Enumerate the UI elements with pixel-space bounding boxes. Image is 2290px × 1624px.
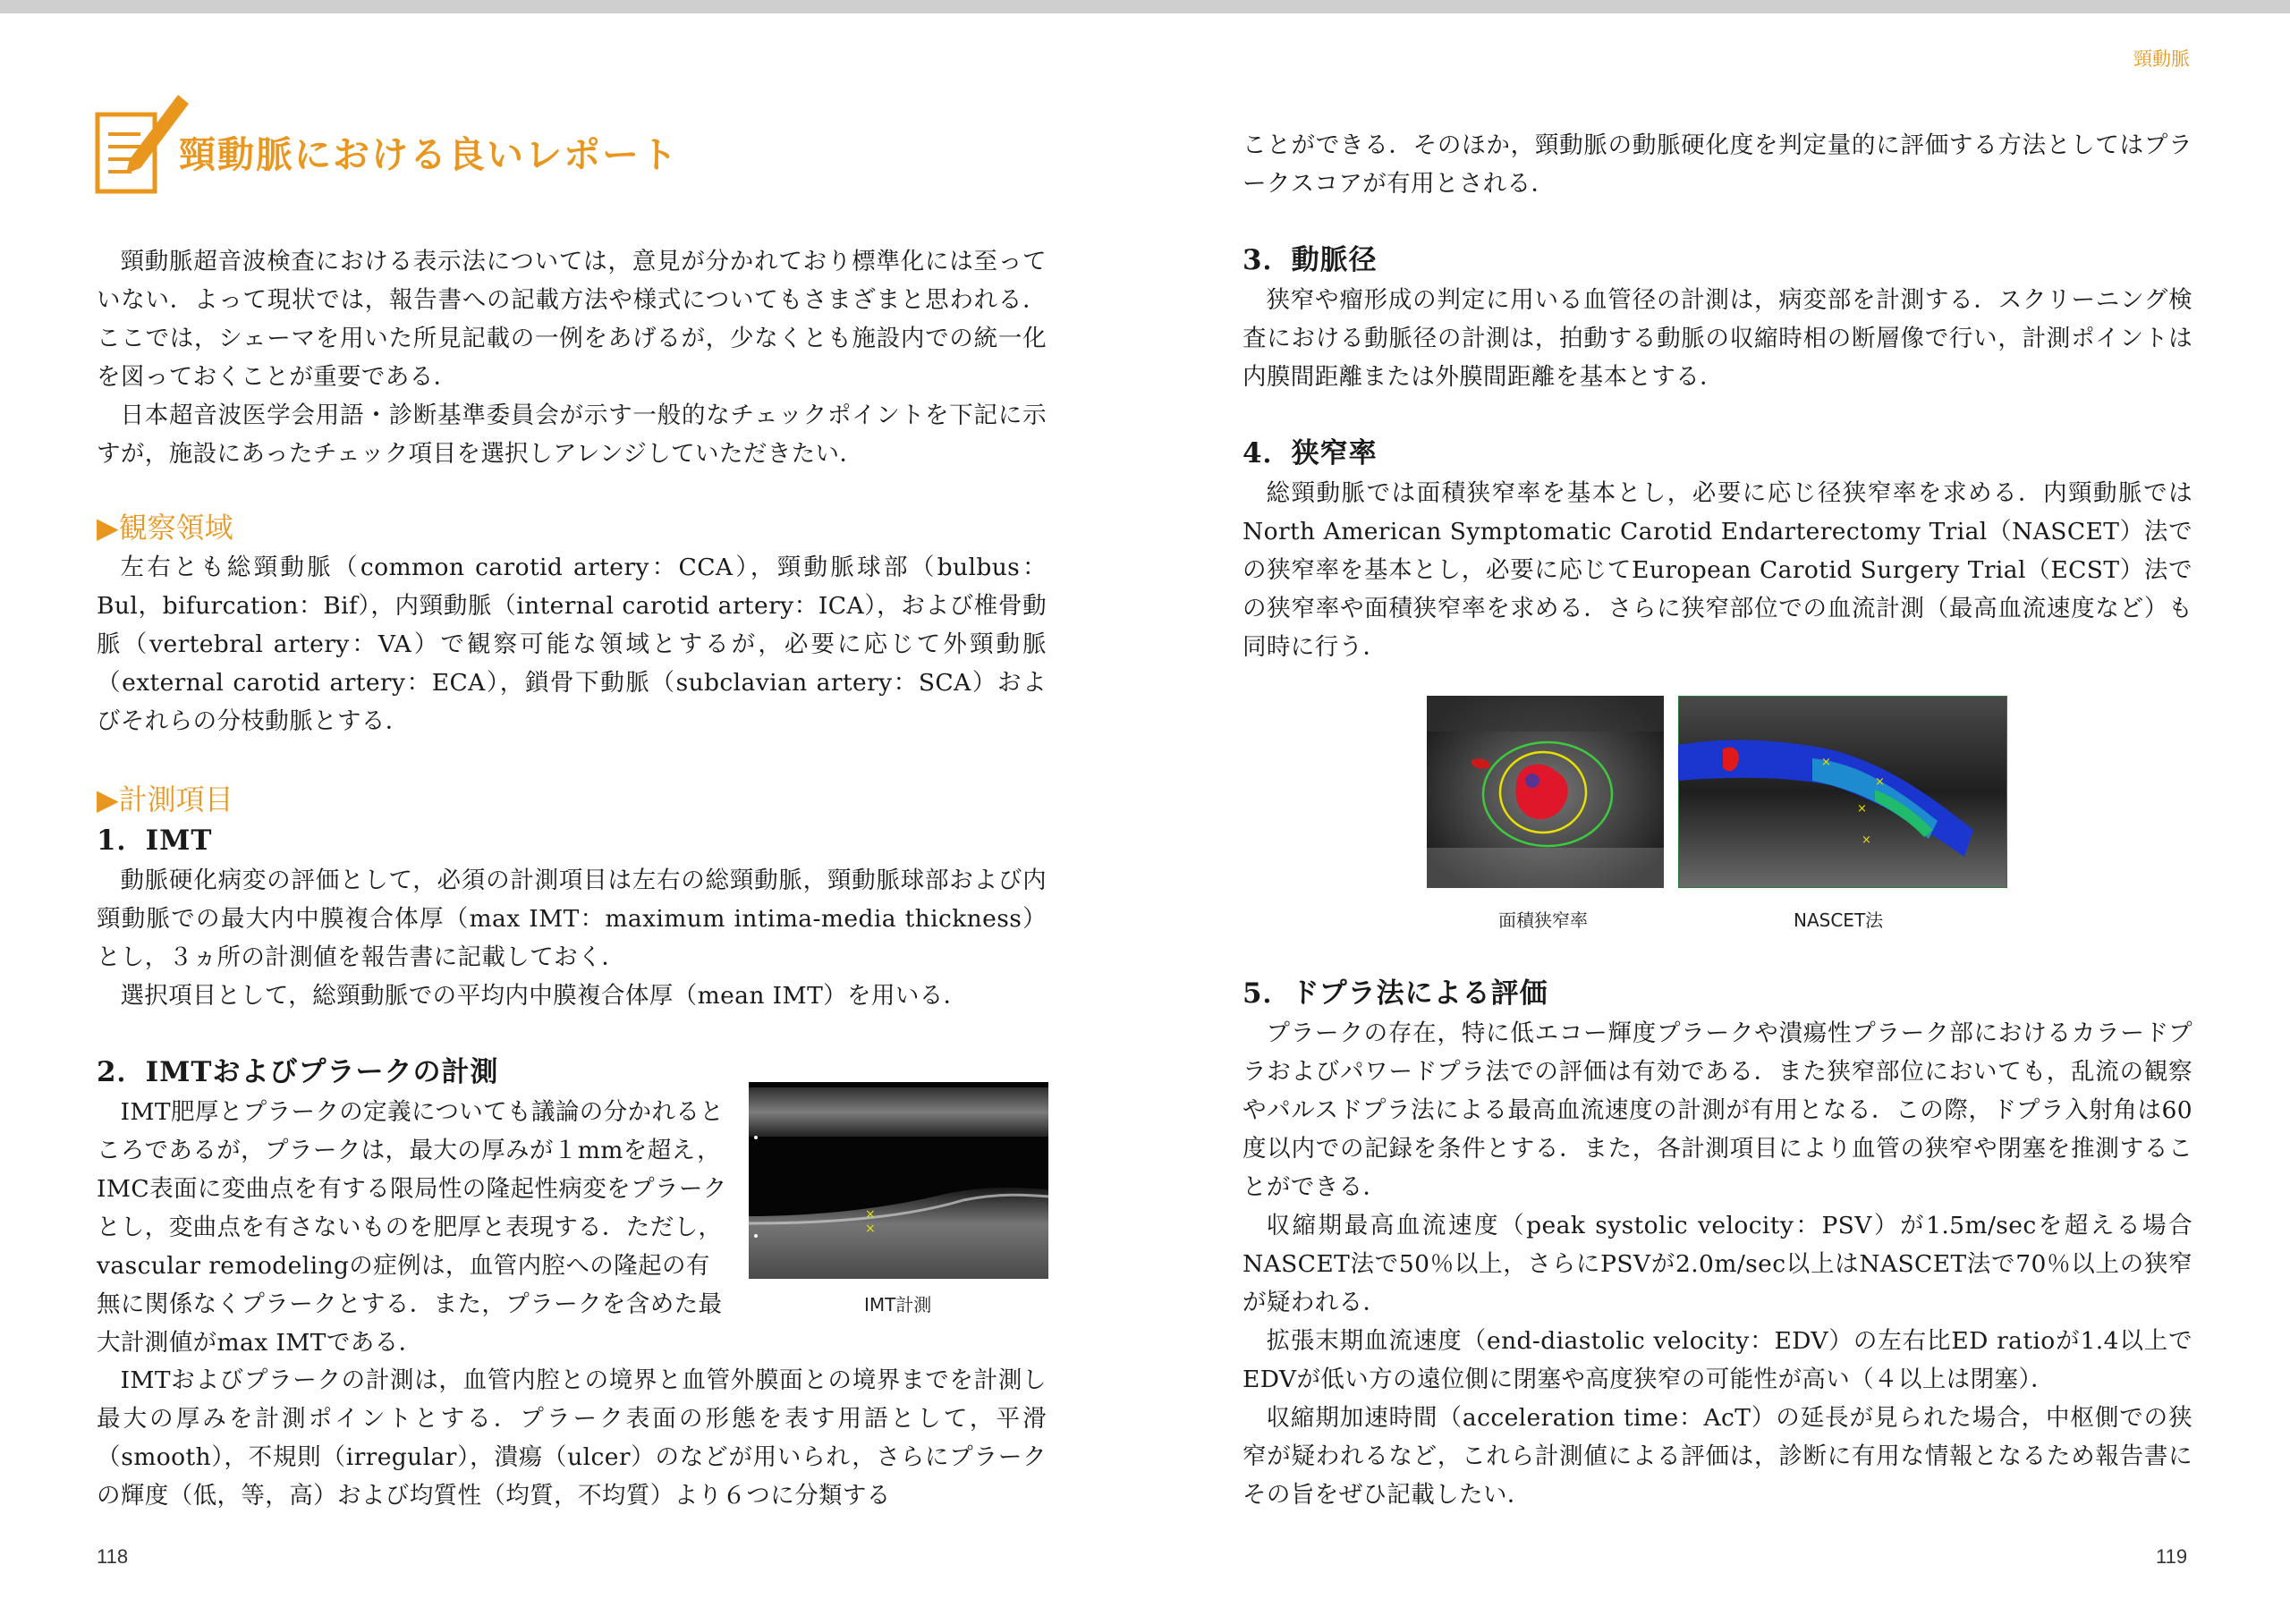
svg-text:×: × [1875, 775, 1885, 789]
svg-text:×: × [1857, 802, 1867, 816]
doppler-paragraph-2: 収縮期最高血流速度（peak systolic velocity：PSV）が1.5m/secを超える場合NASCET法で50％以上，さらにPSVが2.0m/sec以上はNASCET法で70％以上の狭窄が疑われる． [1243, 1212, 2192, 1316]
section-heading-observe: ▶観察領域 [97, 511, 233, 545]
page-number-left: 118 [97, 1545, 129, 1568]
svg-text:×: × [865, 1207, 876, 1222]
observe-paragraph: 左右とも総頸動脈（common carotid artery：CCA），頸動脈球部（bulbus：Bul，bifurcation：Bif），内頸動脈（internal carotid artery：ICA），および椎骨動脈（vertebral artery：VA）で観察可能な領域とするが，必要に応じて外頸動脈（external carotid artery：ECA），鎖骨下動脈（subclavian artery：SCA）およびそれらの分枝動脈とする． [97, 554, 1047, 735]
continued-paragraph: ことができる．そのほか，頸動脈の動脈硬化度を判定量的に評価する方法としてはプラークスコアが有用とされる． [1243, 131, 2192, 198]
notepad-pencil-icon [94, 89, 192, 197]
section-heading-measure: ▶計測項目 [97, 782, 233, 816]
doppler-section [1243, 973, 2192, 1514]
running-header: 頸動脈 [2133, 48, 2190, 70]
doppler-paragraph-4: 収縮期加速時間（acceleration time：AcT）の延長が見られた場合，中枢側での狭窄が疑われるなど，これら計測値による評価は，診断に有用な情報となるため報告書にその旨をぜひ記載したい． [1243, 1404, 2192, 1509]
stenosis-section [1243, 433, 2192, 666]
imt-ultrasound-image [749, 1082, 1048, 1279]
heading-stenosis: 4．狭窄率 [1243, 437, 1378, 469]
imt-paragraph-1: 動脈硬化病変の評価として，必須の計測項目は左右の総頸動脈，頸動脈球部および内頸動脈での最大内中膜複合体厚（max IMT：maximum intima‐media thickness）とし，３ヵ所の計測値を報告書に記載しておく． [97, 867, 1047, 971]
left-intro [97, 242, 1047, 473]
doppler-paragraph-3: 拡張末期血流速度（end-diastolic velocity：EDV）の左右比ED ratioが1.4以上でEDVが低い方の遠位側に閉塞や高度狭窄の可能性が高い（４以上は閉塞）． [1243, 1327, 2192, 1393]
area-stenosis-caption: 面積狭窄率 [1498, 909, 1588, 931]
plaque-text-narrow [97, 1093, 727, 1362]
intro-paragraph-2: 日本超音波医学会用語・診断基準委員会が示す一般的なチェックポイントを下記に示すが，施設にあったチェック項目を選択しアレンジしていただきたい． [97, 402, 1047, 468]
diameter-section [1243, 240, 2192, 396]
svg-text:×: × [1821, 756, 1831, 769]
imt-image-caption: IMT計測 [864, 1294, 932, 1315]
intro-paragraph-1: 頸動脈超音波検査における表示法については，意見が分かれており標準化には至っていない．よって現状では，報告書への記載方法や様式についてもさまざまと思われる．ここでは，シェーマを用いた所見記載の一例をあげるが，少なくとも施設内での統一化を図っておくことが重要である． [97, 248, 1047, 391]
plaque-text-wide [97, 1361, 1047, 1515]
heading-plaque: 2．IMTおよびプラークの計測 [97, 1056, 499, 1088]
heading-doppler: 5．ドプラ法による評価 [1243, 977, 1548, 1010]
page-title: 頸動脈における良いレポート [179, 133, 679, 176]
area-stenosis-ultrasound-image [1427, 696, 1664, 888]
svg-text:×: × [865, 1222, 876, 1236]
nascet-ultrasound-image [1678, 696, 2007, 888]
observe-section [97, 507, 1047, 740]
imt-paragraph-2: 選択項目として，総頸動脈での平均内中膜複合体厚（mean IMT）を用いる． [120, 982, 968, 1010]
stenosis-paragraph: 総頸動脈では面積狭窄率を基本とし，必要に応じ径狭窄率を求める．内頸動脈ではNorth American Symptomatic Carotid Endarterectomy Trial（NASCET）法での狭窄率を基本とし，必要に応じてEuropean Carotid Surgery Trial（ECST）法での狭窄率や面積狭窄率を求める．さらに狭窄部位での血流計測（最高血流速度など）も同時に行う． [1243, 479, 2192, 661]
page-number-right: 119 [2156, 1545, 2188, 1568]
svg-text:×: × [1862, 833, 1871, 847]
right-top [1243, 126, 2192, 203]
measure-section [97, 779, 1047, 1015]
diameter-paragraph: 狭窄や瘤形成の判定に用いる血管径の計測は，病変部を計測する．スクリーニング検査における動脈径の計測は，拍動する動脈の収縮時相の断層像で行い，計測ポイントは内膜間距離または外膜間距離を基本とする． [1243, 286, 2192, 391]
nascet-caption: NASCET法 [1794, 909, 1884, 931]
plaque-paragraph-2: IMTおよびプラークの計測は，血管内腔との境界と血管外膜面との境界までを計測し最大の厚みを計測ポイントとする．プラーク表面の形態を表す用語として，平滑（smooth），不規則（irregular），潰瘍（ulcer）のなどが用いられ，さらにプラークの輝度（低，等，高）および均質性（均質，不均質）より６つに分類する [97, 1366, 1047, 1510]
top-bar [0, 0, 2290, 13]
plaque-paragraph-1: IMT肥厚とプラークの定義についても議論の分かれるところであるが，プラークは，最大の厚みが１mmを超え，IMC表面に変曲点を有する限局性の隆起性病変をプラークとし，変曲点を有さないものを肥厚と表現する．ただし，vascular remodelingの症例は，血管内腔への隆起の有無に関係なくプラークとする．また，プラークを含めた最大計測値がmax IMTである． [97, 1098, 727, 1357]
heading-imt: 1．IMT [97, 825, 213, 857]
heading-diameter: 3．動脈径 [1243, 244, 1378, 276]
doppler-paragraph-1: プラークの存在，特に低エコー輝度プラークや潰瘍性プラーク部におけるカラードプラおよびパワードプラ法での評価は有効である．また狭窄部位においても，乱流の観察やパルスドプラ法による最高血流速度の計測が有用となる．この際，ドプラ入射角は60度以内での記録を条件とする．また，各計測項目により血管の狭窄や閉塞を推測することができる． [1243, 1019, 2192, 1201]
